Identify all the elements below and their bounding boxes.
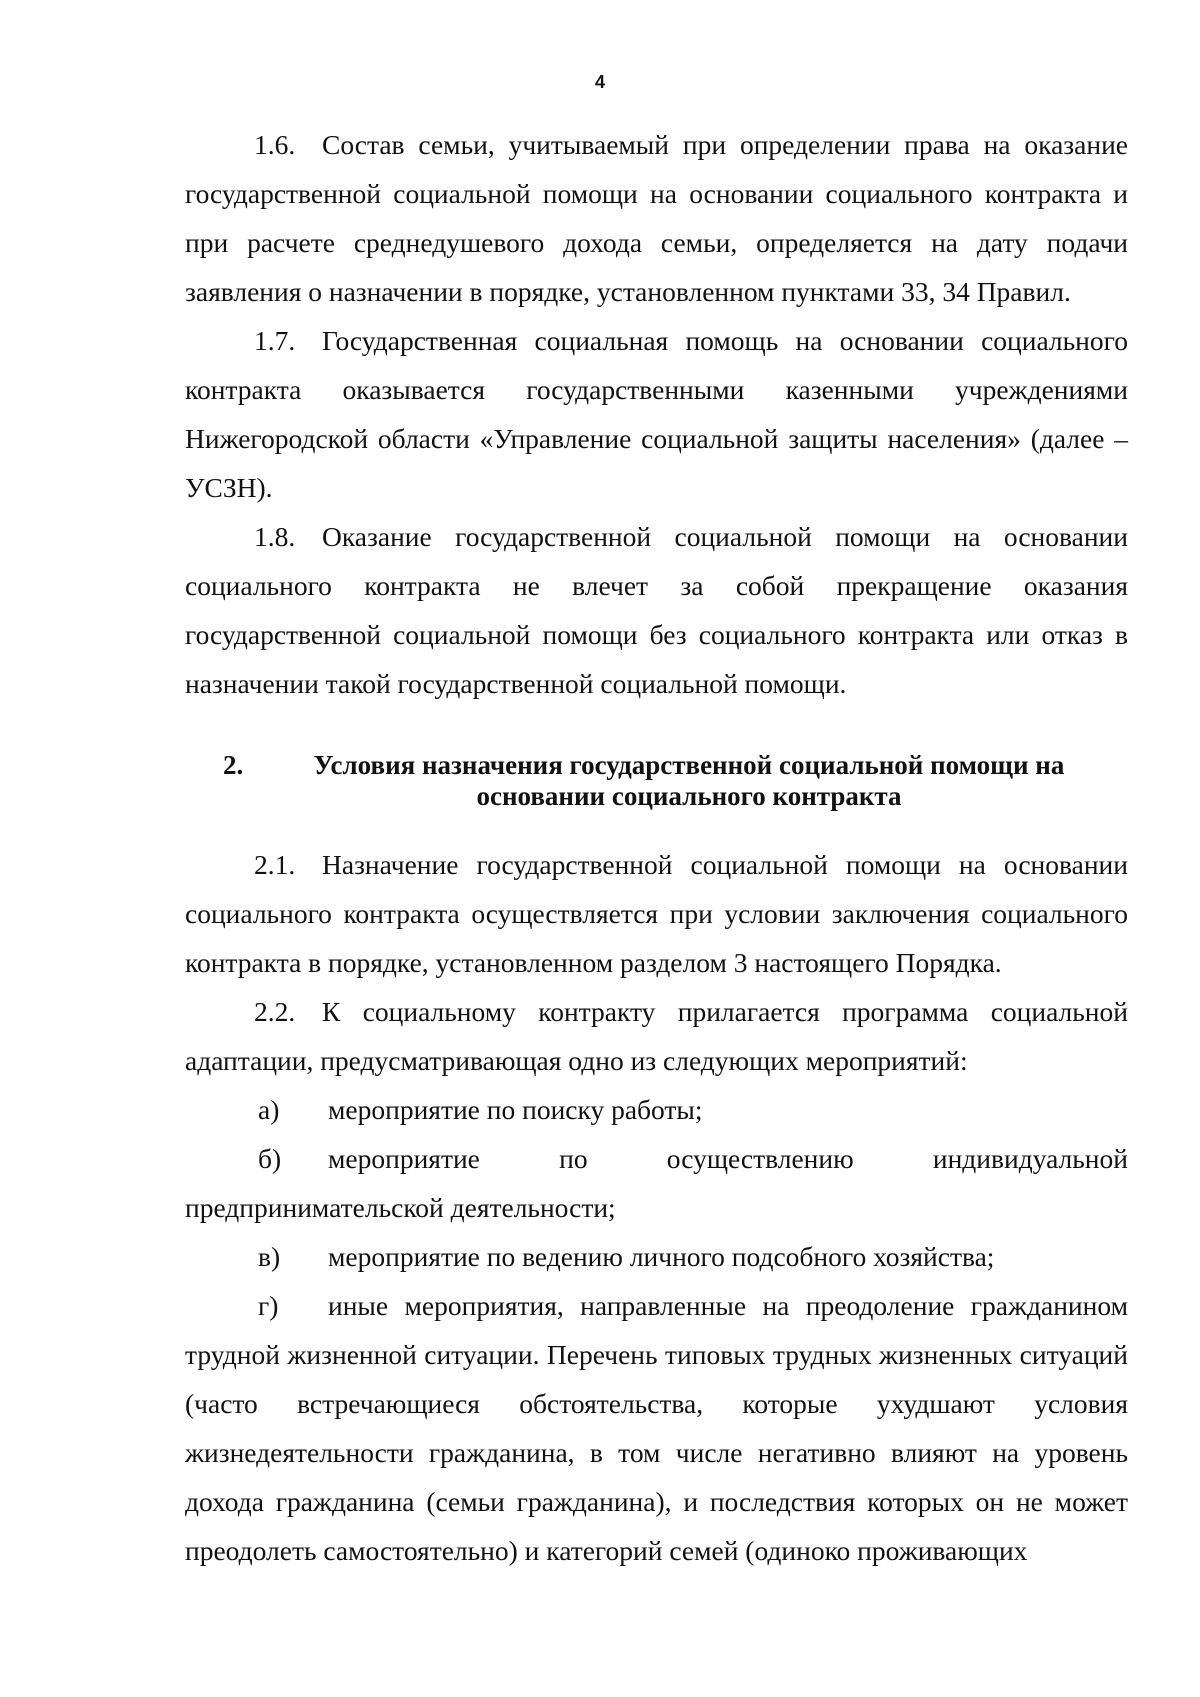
list-item-mark: в)	[258, 1241, 281, 1272]
list-item-text: мероприятие по поиску работы;	[328, 1094, 703, 1125]
page-number: 4	[594, 72, 605, 92]
list-item-g	[185, 1281, 1128, 1575]
paragraph-1-6	[185, 120, 1128, 316]
paragraph-number: 1.8.	[254, 521, 296, 552]
list-item-b	[185, 1134, 1128, 1232]
list-item-text: мероприятие по ведению личного подсобного хозяйства;	[328, 1241, 995, 1272]
list-item-a	[185, 1085, 1128, 1134]
paragraph-number: 1.7.	[254, 325, 296, 356]
list-item-mark: а)	[258, 1094, 280, 1125]
paragraph-text: Назначение государственной социальной помощи на основании социального контракта осуществляется при условии заключения социального контракта в порядке, установленном разделом 3 настоящего Порядка.	[185, 849, 1128, 978]
paragraph-1-8	[185, 512, 1128, 708]
list-item-v	[185, 1232, 1128, 1281]
paragraph-text: Государственная социальная помощь на основании социального контракта оказывается государственными казенными учреждениями Нижегородской области «Управление социальной защиты населения» (далее – УСЗН).	[185, 325, 1128, 503]
list-item-mark: г)	[258, 1290, 279, 1321]
document-body	[185, 120, 1128, 1575]
paragraph-text: Состав семьи, учитываемый при определении права на оказание государственной социальной помощи на основании социального контракта и при расчете среднедушевого дохода семьи, определяется на дату подачи заявления о назначении в порядке, установленном пунктами 33, 34 Правил.	[185, 129, 1128, 307]
paragraph-number: 2.1.	[254, 849, 296, 880]
list-item-text-first-line: мероприятие по осуществлению индивидуальной	[328, 1143, 1128, 1174]
paragraph-text: Оказание государственной социальной помощи на основании социального контракта не влечет за собой прекращение оказания государственной социальной помощи без социального контракта или отказ в назначении такой государственной социальной помощи.	[185, 521, 1128, 699]
list-item-text-continuation: предпринимательской деятельности;	[185, 1192, 616, 1223]
paragraph-text: К социальному контракту прилагается программа социальной адаптации, предусматривающая одно из следующих мероприятий:	[185, 996, 1128, 1076]
paragraph-2-1	[185, 840, 1128, 987]
paragraph-number: 1.6.	[254, 129, 296, 160]
list-item-text: иные мероприятия, направленные на преодоление гражданином трудной жизненной ситуации. Перечень типовых трудных жизненных ситуаций (часто встречающиеся обстоятельства, которые ухудшают условия жизнедеятельности гражданина, в том числе негативно влияют на уровень дохода гражданина (семьи гражданина), и последствия которых он не может преодолеть самостоятельно) и категорий семей (одиноко проживающих	[185, 1290, 1128, 1566]
paragraph-number: 2.2.	[254, 996, 296, 1027]
list-item-mark: б)	[258, 1143, 282, 1174]
section-number: 2.	[223, 750, 244, 780]
section-title: Условия назначения государственной социальной помощи на основании социального контракта	[313, 750, 1065, 811]
paragraph-2-2	[185, 987, 1128, 1085]
paragraph-1-7	[185, 316, 1128, 512]
section-heading	[185, 750, 1128, 812]
